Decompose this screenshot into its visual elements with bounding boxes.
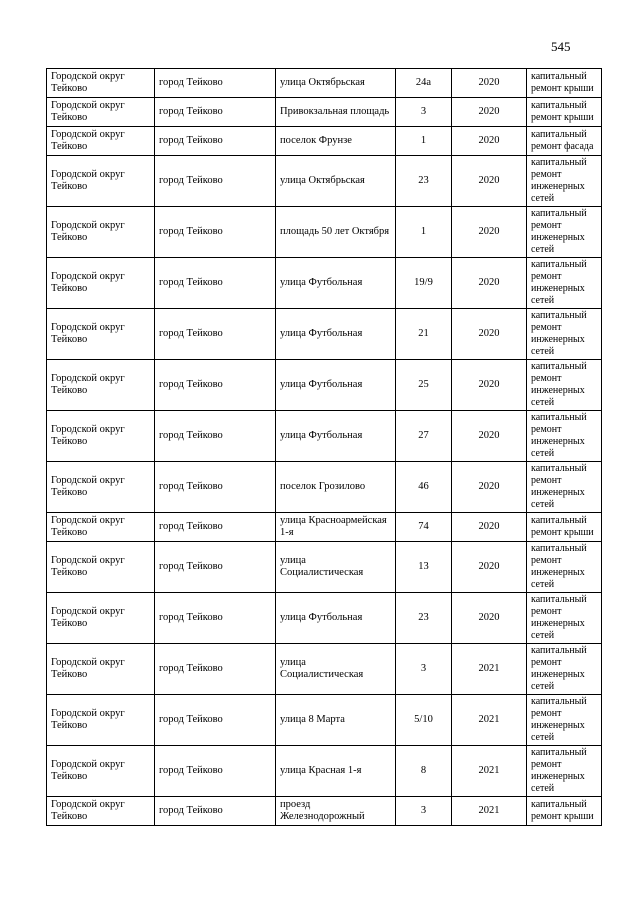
house-number-cell: 25 <box>396 360 452 411</box>
street-cell: площадь 50 лет Октября <box>276 207 396 258</box>
district-cell: Городской округ Тейково <box>47 746 155 797</box>
city-cell: город Тейково <box>155 207 276 258</box>
street-cell: улица Футбольная <box>276 309 396 360</box>
year-cell: 2020 <box>452 258 527 309</box>
table-row <box>47 309 602 360</box>
table-row <box>47 207 602 258</box>
work-type-cell: капитальный ремонт инженерных сетей <box>527 695 602 746</box>
table-row <box>47 542 602 593</box>
city-cell: город Тейково <box>155 69 276 98</box>
work-type-cell: капитальный ремонт крыши <box>527 98 602 127</box>
street-cell: улица Красноармейская 1-я <box>276 513 396 542</box>
street-cell: поселок Грозилово <box>276 462 396 513</box>
house-number-cell: 5/10 <box>396 695 452 746</box>
house-number-cell: 8 <box>396 746 452 797</box>
house-number-cell: 23 <box>396 593 452 644</box>
district-cell: Городской округ Тейково <box>47 411 155 462</box>
city-cell: город Тейково <box>155 593 276 644</box>
year-cell: 2020 <box>452 542 527 593</box>
table-row <box>47 360 602 411</box>
house-number-cell: 24а <box>396 69 452 98</box>
city-cell: город Тейково <box>155 542 276 593</box>
city-cell: город Тейково <box>155 513 276 542</box>
year-cell: 2021 <box>452 644 527 695</box>
street-cell: улица Футбольная <box>276 360 396 411</box>
year-cell: 2020 <box>452 309 527 360</box>
district-cell: Городской округ Тейково <box>47 69 155 98</box>
work-type-cell: капитальный ремонт крыши <box>527 69 602 98</box>
district-cell: Городской округ Тейково <box>47 156 155 207</box>
district-cell: Городской округ Тейково <box>47 797 155 826</box>
table-row <box>47 695 602 746</box>
district-cell: Городской округ Тейково <box>47 258 155 309</box>
table-row <box>47 593 602 644</box>
house-number-cell: 19/9 <box>396 258 452 309</box>
year-cell: 2020 <box>452 462 527 513</box>
year-cell: 2020 <box>452 69 527 98</box>
house-number-cell: 1 <box>396 127 452 156</box>
work-type-cell: капитальный ремонт крыши <box>527 797 602 826</box>
table-row <box>47 462 602 513</box>
table-row <box>47 513 602 542</box>
house-number-cell: 3 <box>396 797 452 826</box>
city-cell: город Тейково <box>155 644 276 695</box>
table-row <box>47 644 602 695</box>
district-cell: Городской округ Тейково <box>47 462 155 513</box>
work-type-cell: капитальный ремонт инженерных сетей <box>527 411 602 462</box>
district-cell: Городской округ Тейково <box>47 644 155 695</box>
district-cell: Городской округ Тейково <box>47 695 155 746</box>
city-cell: город Тейково <box>155 156 276 207</box>
year-cell: 2020 <box>452 593 527 644</box>
table-row <box>47 258 602 309</box>
city-cell: город Тейково <box>155 127 276 156</box>
city-cell: город Тейково <box>155 98 276 127</box>
work-type-cell: капитальный ремонт инженерных сетей <box>527 462 602 513</box>
table-row <box>47 69 602 98</box>
work-type-cell: капитальный ремонт инженерных сетей <box>527 258 602 309</box>
work-type-cell: капитальный ремонт инженерных сетей <box>527 360 602 411</box>
year-cell: 2020 <box>452 127 527 156</box>
work-type-cell: капитальный ремонт инженерных сетей <box>527 644 602 695</box>
table-row <box>47 127 602 156</box>
street-cell: Привокзальная площадь <box>276 98 396 127</box>
street-cell: улица Красная 1-я <box>276 746 396 797</box>
year-cell: 2021 <box>452 746 527 797</box>
house-number-cell: 1 <box>396 207 452 258</box>
district-cell: Городской округ Тейково <box>47 207 155 258</box>
city-cell: город Тейково <box>155 695 276 746</box>
work-type-cell: капитальный ремонт инженерных сетей <box>527 309 602 360</box>
street-cell: улица Футбольная <box>276 593 396 644</box>
table-row <box>47 746 602 797</box>
street-cell: улица Октябрьская <box>276 69 396 98</box>
table-row <box>47 411 602 462</box>
table-row <box>47 797 602 826</box>
city-cell: город Тейково <box>155 411 276 462</box>
street-cell: улица Футбольная <box>276 411 396 462</box>
table-body <box>47 69 602 826</box>
district-cell: Городской округ Тейково <box>47 127 155 156</box>
page-number: 545 <box>551 39 571 54</box>
house-number-cell: 46 <box>396 462 452 513</box>
work-type-cell: капитальный ремонт крыши <box>527 513 602 542</box>
house-number-cell: 21 <box>396 309 452 360</box>
district-cell: Городской округ Тейково <box>47 309 155 360</box>
year-cell: 2020 <box>452 156 527 207</box>
work-type-cell: капитальный ремонт инженерных сетей <box>527 593 602 644</box>
work-type-cell: капитальный ремонт инженерных сетей <box>527 746 602 797</box>
city-cell: город Тейково <box>155 360 276 411</box>
city-cell: город Тейково <box>155 746 276 797</box>
table-row <box>47 156 602 207</box>
year-cell: 2020 <box>452 360 527 411</box>
district-cell: Городской округ Тейково <box>47 542 155 593</box>
year-cell: 2020 <box>452 98 527 127</box>
year-cell: 2021 <box>452 797 527 826</box>
work-type-cell: капитальный ремонт инженерных сетей <box>527 156 602 207</box>
district-cell: Городской округ Тейково <box>47 593 155 644</box>
district-cell: Городской округ Тейково <box>47 98 155 127</box>
street-cell: улица Октябрьская <box>276 156 396 207</box>
year-cell: 2020 <box>452 207 527 258</box>
table-row <box>47 98 602 127</box>
work-type-cell: капитальный ремонт инженерных сетей <box>527 207 602 258</box>
city-cell: город Тейково <box>155 309 276 360</box>
city-cell: город Тейково <box>155 462 276 513</box>
street-cell: улица 8 Марта <box>276 695 396 746</box>
work-type-cell: капитальный ремонт инженерных сетей <box>527 542 602 593</box>
street-cell: улица Социалистическая <box>276 542 396 593</box>
district-cell: Городской округ Тейково <box>47 360 155 411</box>
house-number-cell: 3 <box>396 644 452 695</box>
house-number-cell: 3 <box>396 98 452 127</box>
house-number-cell: 74 <box>396 513 452 542</box>
repair-schedule-table <box>46 68 602 826</box>
city-cell: город Тейково <box>155 258 276 309</box>
year-cell: 2020 <box>452 411 527 462</box>
street-cell: улица Социалистическая <box>276 644 396 695</box>
district-cell: Городской округ Тейково <box>47 513 155 542</box>
house-number-cell: 27 <box>396 411 452 462</box>
house-number-cell: 23 <box>396 156 452 207</box>
year-cell: 2021 <box>452 695 527 746</box>
street-cell: поселок Фрунзе <box>276 127 396 156</box>
work-type-cell: капитальный ремонт фасада <box>527 127 602 156</box>
street-cell: улица Футбольная <box>276 258 396 309</box>
year-cell: 2020 <box>452 513 527 542</box>
street-cell: проезд Железнодорожный <box>276 797 396 826</box>
house-number-cell: 13 <box>396 542 452 593</box>
city-cell: город Тейково <box>155 797 276 826</box>
